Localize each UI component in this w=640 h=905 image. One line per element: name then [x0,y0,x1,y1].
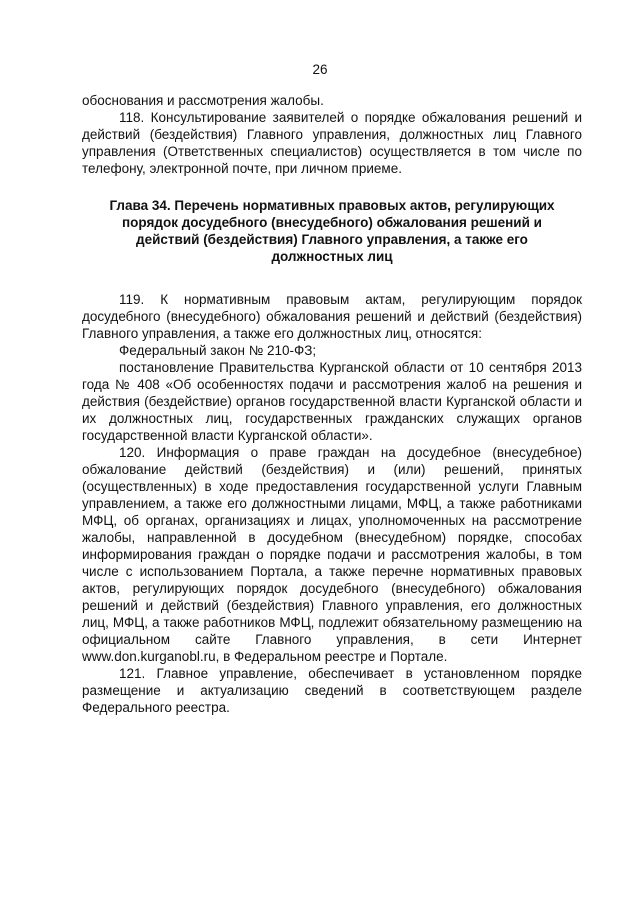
paragraph-121: 121. Главное управление, обеспечивает в установленном порядке размещение и актуализацию сведений в соответствующем разделе Федерального реестра. [82,666,582,715]
law-item-federal: Федеральный закон № 210-ФЗ; [119,343,317,358]
paragraph-118: 118. Консультирование заявителей о порядке обжалования решений и действий (бездействия) Главного управления, должностных лиц Главного управления (Ответственных специалистов) осуществляется в том числе по телефону, электронной почте, при личном приеме. [82,110,582,176]
law-item-regional: постановление Правительства Курганской области от 10 сентября 2013 года № 408 «Об особенностях подачи и рассмотрения жалоб на решения и действия (бездействие) органов государственной власти Курганской области и их должностных лиц, государственных гражданских служащих органов государственной власти Курганской области». [82,360,582,443]
page-number: 26 [312,62,328,77]
paragraph-120: 120. Информация о праве граждан на досудебное (внесудебное) обжалование действий (бездействия) и (или) решений, принятых (осуществленных) в ходе предоставления государственной услуги Главным управлением, а также его должностными лицами, МФЦ, а также работниками МФЦ, об органах, организациях и лицах, уполномоченных на рассмотрение жалобы, направленной в досудебном (внесудебном) порядке, способах информирования граждан о порядке подачи и рассмотрения жалобы, в том числе с использованием Портала, а также перечне нормативных правовых актов, регулирующих порядок досудебного (внесудебного) обжалования решений и действий (бездействия) Главного управления, его должностных лиц, МФЦ, а также работников МФЦ, подлежит обязательному размещению на официальном сайте Главного управления, в сети Интернет www.don.kurganobl.ru, в Федеральном реестре и Портале. [82,445,582,664]
paragraph-119: 119. К нормативным правовым актам, регулирующим порядок досудебного (внесудебного) обжалования решений и действий (бездействия) Главного управления, а также его должностных лиц, относятся: [82,292,582,341]
chapter-34-heading: Глава 34. Перечень нормативных правовых актов, регулирующих порядок досудебного (внесудебного) обжалования решений и действий (бездействия) Главного управления, а также его должностных лиц [109,198,555,264]
paragraph-continuation: обоснования и рассмотрения жалобы. [82,93,324,108]
document-body [82,92,582,716]
